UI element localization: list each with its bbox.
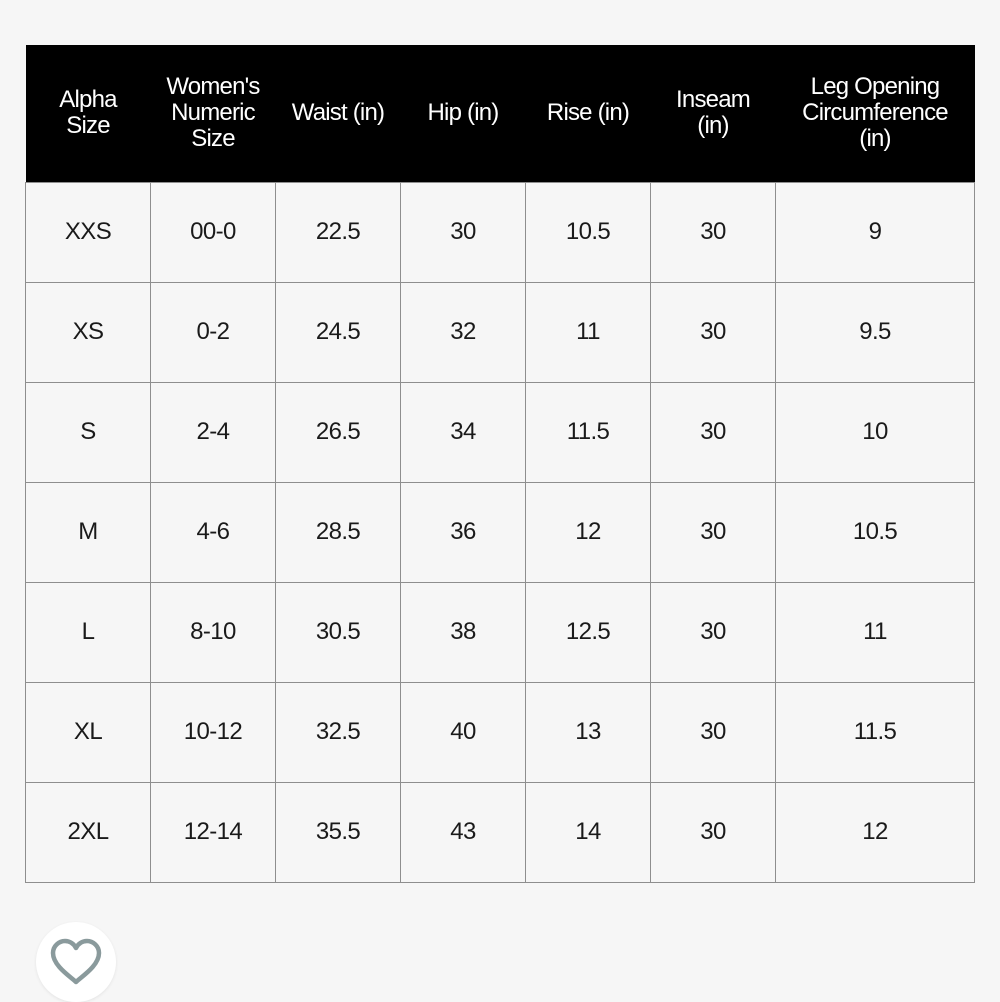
cell-inseam: 30 [651, 682, 776, 782]
cell-hip: 40 [401, 682, 526, 782]
cell-numeric-size: 8-10 [151, 582, 276, 682]
size-chart-table [25, 45, 975, 883]
cell-rise: 11.5 [526, 382, 651, 482]
cell-hip: 43 [401, 782, 526, 882]
cell-rise: 13 [526, 682, 651, 782]
table-row [26, 782, 975, 882]
cell-waist: 22.5 [276, 182, 401, 282]
cell-hip: 36 [401, 482, 526, 582]
header-rise: Rise (in) [526, 45, 651, 182]
cell-leg-opening: 12 [776, 782, 975, 882]
cell-rise: 11 [526, 282, 651, 382]
cell-waist: 32.5 [276, 682, 401, 782]
header-hip: Hip (in) [401, 45, 526, 182]
cell-inseam: 30 [651, 482, 776, 582]
cell-numeric-size: 4-6 [151, 482, 276, 582]
cell-numeric-size: 12-14 [151, 782, 276, 882]
cell-alpha-size: 2XL [26, 782, 151, 882]
cell-rise: 12 [526, 482, 651, 582]
cell-waist: 30.5 [276, 582, 401, 682]
cell-numeric-size: 00-0 [151, 182, 276, 282]
header-alpha-size: Alpha Size [26, 45, 151, 182]
header-inseam: Inseam (in) [651, 45, 776, 182]
cell-inseam: 30 [651, 382, 776, 482]
cell-rise: 14 [526, 782, 651, 882]
size-chart-body [26, 182, 975, 882]
cell-hip: 32 [401, 282, 526, 382]
cell-waist: 28.5 [276, 482, 401, 582]
cell-leg-opening: 9.5 [776, 282, 975, 382]
cell-leg-opening: 9 [776, 182, 975, 282]
cell-waist: 26.5 [276, 382, 401, 482]
cell-hip: 38 [401, 582, 526, 682]
cell-rise: 12.5 [526, 582, 651, 682]
cell-rise: 10.5 [526, 182, 651, 282]
table-row [26, 482, 975, 582]
header-waist: Waist (in) [276, 45, 401, 182]
cell-numeric-size: 10-12 [151, 682, 276, 782]
table-row [26, 582, 975, 682]
cell-waist: 35.5 [276, 782, 401, 882]
cell-alpha-size: XXS [26, 182, 151, 282]
cell-alpha-size: XL [26, 682, 151, 782]
size-chart-header [26, 45, 975, 182]
cell-leg-opening: 11.5 [776, 682, 975, 782]
cell-inseam: 30 [651, 282, 776, 382]
header-leg-opening: Leg Opening Circumference (in) [776, 45, 975, 182]
table-row [26, 682, 975, 782]
cell-hip: 34 [401, 382, 526, 482]
table-row [26, 282, 975, 382]
table-row [26, 182, 975, 282]
cell-inseam: 30 [651, 582, 776, 682]
cell-numeric-size: 2-4 [151, 382, 276, 482]
cell-numeric-size: 0-2 [151, 282, 276, 382]
cell-leg-opening: 10 [776, 382, 975, 482]
header-womens-numeric-size: Women's Numeric Size [151, 45, 276, 182]
cell-alpha-size: S [26, 382, 151, 482]
cell-alpha-size: L [26, 582, 151, 682]
cell-alpha-size: M [26, 482, 151, 582]
cell-leg-opening: 11 [776, 582, 975, 682]
table-row [26, 382, 975, 482]
cell-alpha-size: XS [26, 282, 151, 382]
cell-inseam: 30 [651, 182, 776, 282]
heart-icon [49, 938, 103, 986]
cell-leg-opening: 10.5 [776, 482, 975, 582]
header-row [26, 45, 975, 182]
cell-waist: 24.5 [276, 282, 401, 382]
favorite-button[interactable] [36, 922, 116, 1002]
cell-inseam: 30 [651, 782, 776, 882]
cell-hip: 30 [401, 182, 526, 282]
